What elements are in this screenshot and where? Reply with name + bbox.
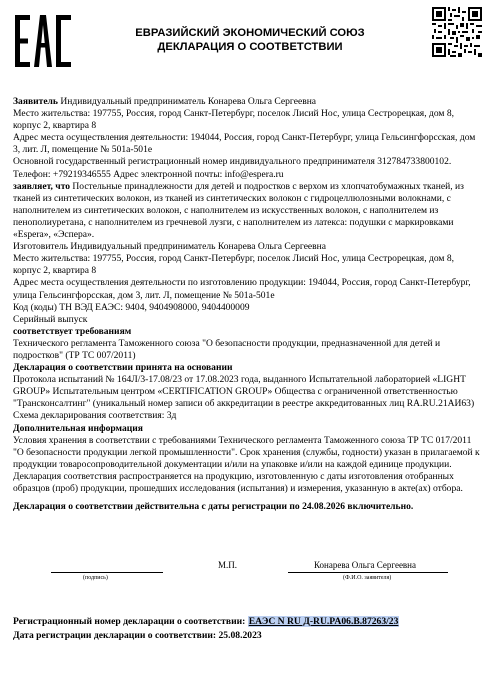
signature-caption: (подпись) — [83, 575, 108, 581]
union-title: ЕВРАЗИЙСКИЙ ЭКОНОМИЧЕСКИЙ СОЮЗ — [135, 27, 365, 39]
qr-code-icon — [432, 7, 482, 57]
declaration-body — [13, 96, 481, 513]
name-line — [288, 572, 448, 573]
validity-statement: Декларация о соответствии действительна с даты регистрации по 24.08.2026 включительно. — [13, 501, 414, 513]
document-header — [90, 26, 410, 54]
manufacturer-residence: Место жительства: 197755, Россия, город Санкт-Петербург, поселок Лисий Нос, улица Сестрорецкая, дом 8, корпус 2, квартира 8 — [13, 253, 455, 277]
release-type: Серийный выпуск — [13, 313, 88, 325]
manufacturer-name: Изготовитель Индивидуальный предприниматель Конарева Ольга Сергеевна — [13, 241, 327, 253]
declaration-scheme: Схема декларирования соответствия: 3д — [13, 410, 177, 422]
eac-logo — [15, 15, 71, 67]
registration-block — [13, 615, 481, 643]
declares-label: заявляет, что — [13, 180, 71, 192]
declares-line — [13, 181, 481, 241]
signature-line — [51, 572, 163, 573]
registration-number-label: Регистрационный номер декларации о соответствии: — [13, 616, 248, 627]
applicant-contacts: Телефон: +79219346555 Адрес электронной почты: info@espera.ru — [13, 168, 284, 180]
tnved-codes: Код (коды) ТН ВЭД ЕАЭС: 9404, 9404908000, 9404400009 — [13, 301, 250, 313]
product-description: Постельные принадлежности для детей и подростков с верхом из хлопчатобумажных тканей, из тканей из синтетических волокон, из тканей из синтетических волокон с гидроцеллюлозными волокнами, с наполнителем из синтетических волокон, с наполнителем из искусственных волокон, с наполнителем из пенополиуретана, с наполнителем из гречневой лузги, с наполнителем из латекса: подушки с маркировками «Espera», «Эспера». — [13, 180, 464, 241]
name-caption: (Ф.И.О. заявителя) — [343, 575, 392, 581]
additional-info-label: Дополнительная информация — [13, 422, 143, 434]
applicant-activity-address: Адрес места осуществления деятельности: 194044, Россия, город Санкт-Петербург, улица Гельсингфорсская, дом 3, лит. Л, помещение № 501а-501е — [13, 132, 476, 156]
declaration-title: ДЕКЛАРАЦИЯ О СООТВЕТСТВИИ — [157, 41, 343, 53]
additional-info-text: Условия хранения в соответствии с требованиями Технического регламента Таможенного союза ТР ТС 017/2011 "О безопасности продукции легкой промышленности". Срок хранения (службы, годности) указан в прилагаемой к продукции товаросопроводительной документации и/или на упаковке и/или на каждой единице продукции. Декларация соответствия распространяется на продукцию, изготовленную с даты изготовления отобранных образцов (проб) продукции, прошедших исследования (испытания) и измерения, указанную в акте(ах) отбора. — [13, 434, 480, 494]
registration-number-line — [13, 615, 481, 629]
applicant-name: Индивидуальный предприниматель Конарева Ольга Сергеевна — [57, 96, 317, 107]
basis-text: Протокола испытаний № 164Л/3-17.08/23 от 17.08.2023 года, выданного Испытательной лабораторией «LIGHT GROUP» Испытательным центром «CERTIFICATION GROUP» Общества с ограниченной ответственностью "Трансконсалтинг" (уникальный номер записи об аккредитации в реестре аккредитованных лиц RA.RU.21АИ63) — [13, 374, 475, 410]
applicant-ogrn: Основной государственный регистрационный номер индивидуального предпринимателя 312784733800102. — [13, 156, 452, 168]
manufacturer-production-address: Адрес места осуществления деятельности по изготовлению продукции: 194044, Россия, город Санкт-Петербург, улица Гельсингфорсская, дом 3, лит. Л, помещение № 501а-501е — [13, 277, 471, 301]
applicant-residence: Место жительства: 197755, Россия, город Санкт-Петербург, поселок Лисий Нос, улица Сестрорецкая, дом 8, корпус 2, квартира 8 — [13, 108, 455, 132]
signatory-name: Конарева Ольга Сергеевна — [314, 560, 416, 570]
signature-block — [13, 560, 481, 590]
requirements-text: Технического регламента Таможенного союза "О безопасности продукции, предназначенной для детей и подростков" (ТР ТС 007/2011) — [13, 337, 441, 361]
registration-date: 25.08.2023 — [218, 630, 262, 641]
registration-number[interactable]: ЕАЭС N RU Д-RU.PA06.B.87263/23 — [248, 616, 399, 627]
basis-label: Декларация о соответствии принята на основании — [13, 362, 233, 374]
registration-date-label: Дата регистрации декларации о соответствии: — [13, 630, 219, 641]
applicant-line — [13, 96, 481, 108]
applicant-label: Заявитель — [13, 96, 58, 107]
registration-date-line — [13, 629, 481, 643]
requirements-label: соответствует требованиям — [13, 325, 132, 337]
stamp-place: М.П. — [218, 560, 238, 570]
